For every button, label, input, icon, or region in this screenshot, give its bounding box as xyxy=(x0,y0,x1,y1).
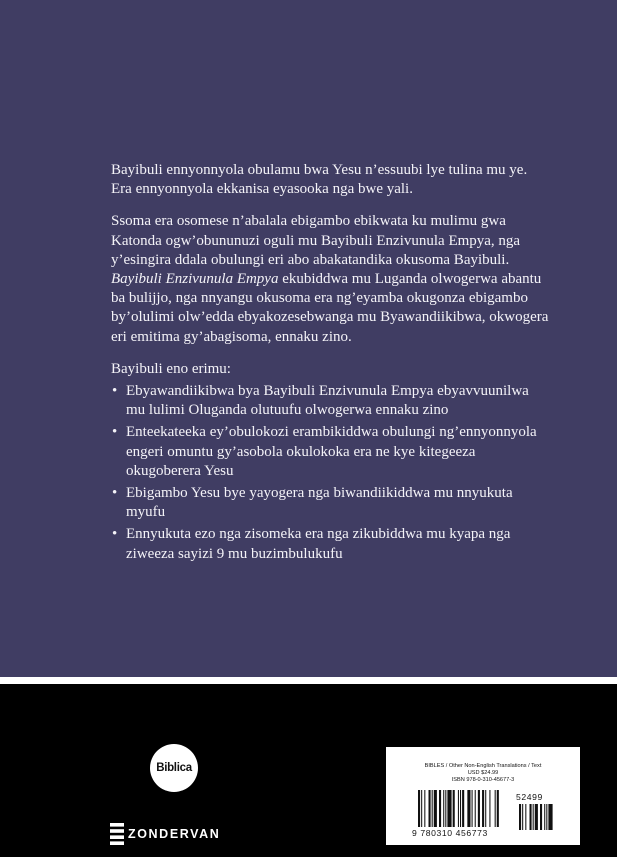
bible-title: Bayibuli Enzivunula Empya xyxy=(111,271,279,288)
description-text: Ssoma era osomese n’abalala ebigambo ebikwata ku mulimu gwa Katonda ogw’obununuzi oguli mu Bayibuli Enzivunula Empya, nga y’esingira ddala obulungi eri abo abakatandika okusoma Bayibuli. xyxy=(111,213,521,268)
biblica-wordmark: Biblica xyxy=(156,762,192,774)
feature-item xyxy=(111,525,551,563)
barcode-category: BIBLES / Other Non-English Translations / Text xyxy=(424,763,542,769)
feature-text: Enteekateeka ey’obulokozi erambikiddwa obulungi ng’ennyonnyola engeri omuntu gy’asobola okulokoka era ne kye kitegeeza okugoberera Yesu xyxy=(126,424,537,479)
barcode-price: USD $24.99 xyxy=(467,770,499,776)
barcode-isbn: ISBN 978-0-310-45677-3 xyxy=(451,777,515,783)
feature-item xyxy=(111,484,551,522)
description-text-cont: ekubiddwa mu Luganda olwogerwa abantu ba bulijjo, nga nnyangu okusoma era ng’eyamba okugonza ebigambo by’olulimi olw’edda ebyakozesebwanga mu Byawandiikibwa, okwogera eri emitima gy’abagisoma, ennaku zino. xyxy=(111,271,549,345)
feature-text: Ebyawandiikibwa bya Bayibuli Enzivunula Empya ebyavvuunilwa mu lulimi Oluganda olutuufu olwogerwa ennaku zino xyxy=(126,383,529,419)
barcode-digits: 9 780310 456773 xyxy=(412,828,488,838)
feature-item xyxy=(111,382,551,420)
intro-paragraph: Bayibuli ennyonnyola obulamu bwa Yesu n’essuubi lye tulina mu ye. Era ennyonnyola ekkanisa eyasooka nga bwe yali. xyxy=(111,162,528,198)
feature-text: Ebigambo Yesu bye yayogera nga biwandiikiddwa mu nnyukuta myufu xyxy=(126,485,513,521)
feature-text: Ennyukuta ezo nga zisomeka era nga zikubiddwa mu kyapa nga ziweeza sayizi 9 mu buzimbulukufu xyxy=(126,526,511,562)
bullet-glyph: • xyxy=(112,485,118,502)
bullet-glyph: • xyxy=(112,383,118,400)
feature-list xyxy=(111,382,551,564)
divider-band xyxy=(0,677,617,684)
zondervan-logo xyxy=(110,822,220,846)
feature-item xyxy=(111,423,551,481)
publisher-name: ZONDERVAN xyxy=(128,827,221,841)
bullet-glyph: • xyxy=(112,424,118,441)
barcode-supplement: 52499 xyxy=(516,792,543,802)
back-cover-copy xyxy=(111,161,551,567)
zondervan-mark-icon xyxy=(110,823,124,845)
bullet-glyph: • xyxy=(112,526,118,543)
biblica-logo xyxy=(150,744,198,792)
description-paragraph xyxy=(111,212,551,346)
features-lead: Bayibuli eno erimu: xyxy=(111,360,231,377)
